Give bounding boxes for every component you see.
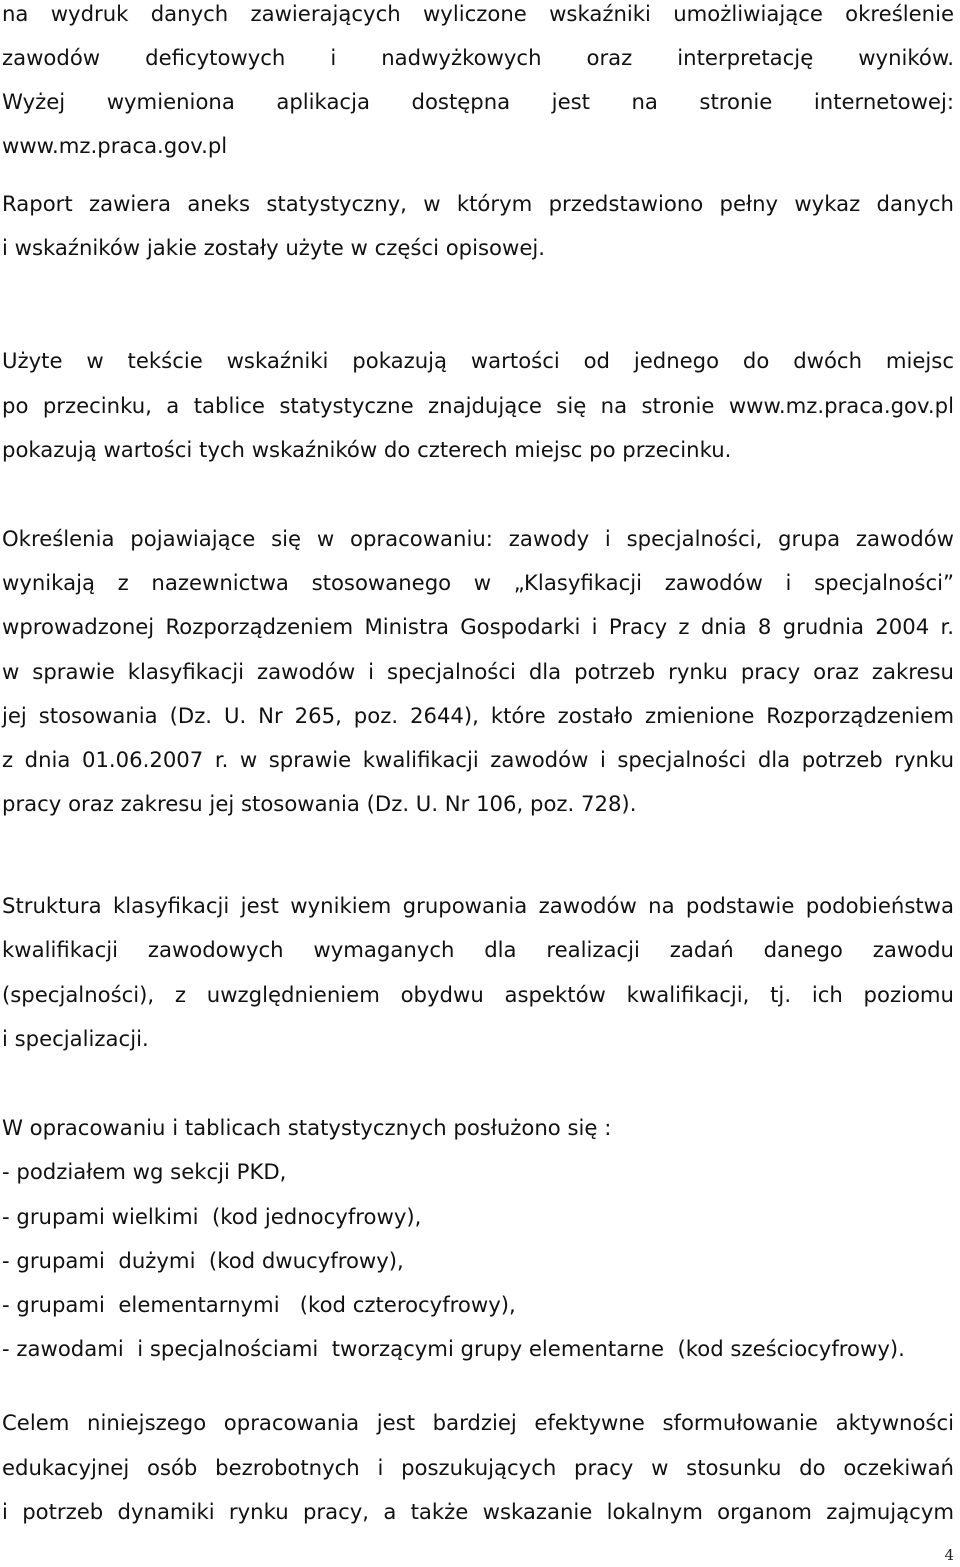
- text-line: jej stosowania (Dz. U. Nr 265, poz. 2644), które zostało zmienione Rozporządzeniem: [2, 703, 954, 728]
- text-line: w sprawie klasyfikacji zawodów i specjalności dla potrzeb rynku pracy oraz zakresu: [2, 659, 954, 684]
- text-line-url: www.mz.praca.gov.pl: [2, 133, 228, 158]
- page-number: 4: [944, 1546, 954, 1564]
- text-line: i potrzeb dynamiki rynku pracy, a także wskazanie lokalnym organom zajmującym: [2, 1499, 954, 1524]
- text-line: Wyżej wymieniona aplikacja dostępna jest na stronie internetowej:: [2, 89, 954, 114]
- list-item: - grupami wielkimi (kod jednocyfrowy),: [2, 1204, 422, 1229]
- list-item: - grupami elementarnymi (kod czterocyfrowy),: [2, 1292, 516, 1317]
- text-line: wynikają z nazewnictwa stosowanego w „Klasyfikacji zawodów i specjalności”: [2, 570, 954, 595]
- text-line: wprowadzonej Rozporządzeniem Ministra Gospodarki i Pracy z dnia 8 grudnia 2004 r.: [2, 614, 954, 639]
- text-line: i specjalizacji.: [2, 1026, 149, 1051]
- text-line: Raport zawiera aneks statystyczny, w którym przedstawiono pełny wykaz danych: [2, 191, 954, 216]
- text-line: kwalifikacji zawodowych wymaganych dla realizacji zadań danego zawodu: [2, 937, 954, 962]
- text-line: z dnia 01.06.2007 r. w sprawie kwalifikacji zawodów i specjalności dla potrzeb rynku: [2, 747, 954, 772]
- text-line: Struktura klasyfikacji jest wynikiem grupowania zawodów na podstawie podobieństwa: [2, 893, 954, 918]
- text-line: pokazują wartości tych wskaźników do czterech miejsc po przecinku.: [2, 437, 732, 462]
- list-item: - zawodami i specjalnościami tworzącymi grupy elementarne (kod sześciocyfrowy).: [2, 1336, 905, 1361]
- text-line: Określenia pojawiające się w opracowaniu: zawody i specjalności, grupa zawodów: [2, 526, 954, 551]
- text-line: zawodów deficytowych i nadwyżkowych oraz interpretację wyników.: [2, 45, 954, 70]
- text-line: (specjalności), z uwzględnieniem obydwu aspektów kwalifikacji, tj. ich poziomu: [2, 982, 954, 1007]
- text-line: pracy oraz zakresu jej stosowania (Dz. U. Nr 106, poz. 728).: [2, 791, 637, 816]
- list-item: - podziałem wg sekcji PKD,: [2, 1159, 287, 1184]
- text-line: Użyte w tekście wskaźniki pokazują wartości od jednego do dwóch miejsc: [2, 348, 954, 373]
- text-line: edukacyjnej osób bezrobotnych i poszukujących pracy w stosunku do oczekiwań: [2, 1455, 954, 1480]
- text-line: po przecinku, a tablice statystyczne znajdujące się na stronie www.mz.praca.gov.pl: [2, 393, 954, 418]
- list-intro: W opracowaniu i tablicach statystycznych posłużono się :: [2, 1115, 612, 1140]
- text-line: i wskaźników jakie zostały użyte w części opisowej.: [2, 235, 545, 260]
- text-line: Celem niniejszego opracowania jest bardziej efektywne sformułowanie aktywności: [2, 1410, 954, 1435]
- list-item: - grupami dużymi (kod dwucyfrowy),: [2, 1248, 404, 1273]
- text-line: na wydruk danych zawierających wyliczone wskaźniki umożliwiające określenie: [2, 1, 954, 26]
